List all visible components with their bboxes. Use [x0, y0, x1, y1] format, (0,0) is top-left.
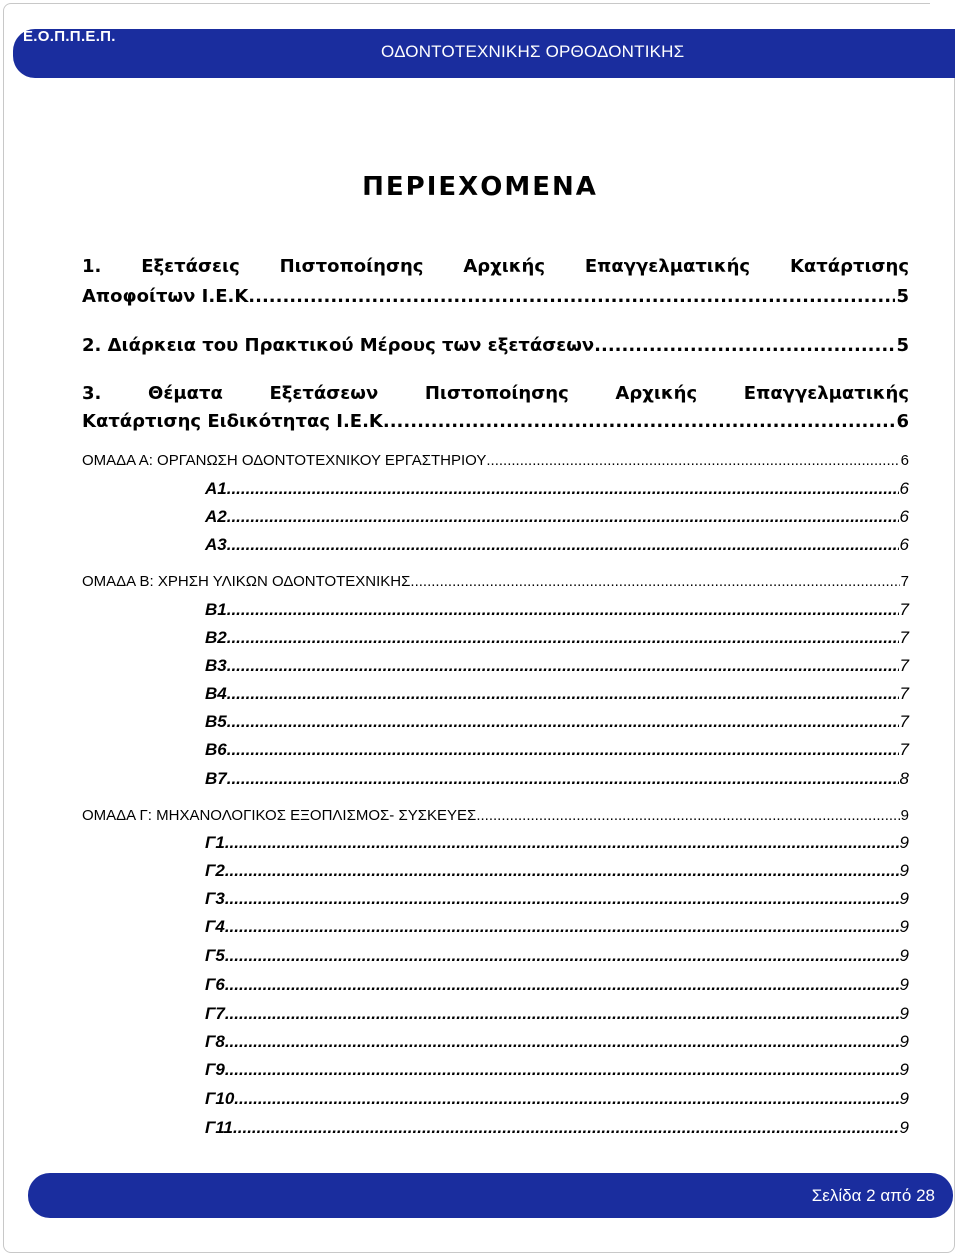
toc-item-a1[interactable] [205, 479, 909, 499]
leader-dots [227, 656, 899, 676]
page-number: 9 [899, 889, 909, 908]
toc-item-b5[interactable] [205, 712, 909, 732]
page-number: 7 [899, 712, 909, 731]
leader-dots [227, 479, 899, 499]
toc-item-c2[interactable] [205, 861, 909, 881]
toc-item-label: Α1 [205, 479, 227, 498]
page-number: 7 [900, 573, 909, 590]
toc-entry-label: ΟΜΑΔΑ Α: ΟΡΓΑΝΩΣΗ ΟΔΟΝΤΟΤΕΧΝΙΚΟΥ ΕΡΓΑΣΤΗΡΙΟΥ [82, 452, 487, 469]
toc-item-c4[interactable] [205, 917, 909, 937]
toc-item-label: Β2 [205, 628, 227, 647]
toc-group-b[interactable] [82, 573, 909, 590]
page-number: 5 [896, 286, 909, 307]
leader-dots [594, 335, 895, 356]
toc-item-label: Γ8 [205, 1032, 225, 1051]
toc-item-c3[interactable] [205, 889, 909, 909]
leader-dots [225, 917, 899, 937]
header-left-label: Ε.Ο.Π.Π.Ε.Π. [23, 28, 116, 45]
page-number: 9 [899, 1060, 909, 1079]
toc-item-b7[interactable] [205, 769, 909, 789]
leader-dots [225, 861, 899, 881]
toc-group-c[interactable] [82, 807, 909, 824]
page-number: 7 [899, 740, 909, 759]
toc-item-c8[interactable] [205, 1032, 909, 1052]
toc-item-label: Γ11. [205, 1118, 238, 1137]
page-number: 9 [899, 1118, 909, 1137]
page-number: 9 [899, 946, 909, 965]
leader-dots [225, 946, 899, 966]
toc-item-a3[interactable] [205, 535, 909, 555]
toc-item-c7[interactable] [205, 1004, 909, 1024]
page-number: 9 [900, 807, 909, 824]
toc-item-label: Α2 [205, 507, 227, 526]
page-number: 9 [899, 833, 909, 852]
leader-dots [238, 1118, 899, 1138]
page-number: 6 [899, 479, 909, 498]
page-number: 7 [899, 656, 909, 675]
toc-item-c6[interactable] [205, 975, 909, 995]
toc-entry-1-line1[interactable]: 1. Εξετάσεις Πιστοποίησης Αρχικής Επαγγελματικής Κατάρτισης [82, 256, 909, 277]
page-number: 7 [899, 628, 909, 647]
toc-entry-3[interactable] [82, 411, 909, 432]
toc-item-label: Β7 [205, 769, 227, 788]
header-right-label: ΟΔΟΝΤΟΤΕΧΝΙΚΗΣ ΟΡΘΟΔΟΝΤΙΚΗΣ [381, 42, 685, 61]
toc-item-label: Γ4 [205, 917, 225, 936]
toc-entry-label: Κατάρτισης Ειδικότητας Ι.Ε.Κ. [82, 411, 390, 432]
leader-dots [227, 535, 899, 555]
page-counter: Σελίδα 2 από 28 [811, 1186, 935, 1205]
toc-item-b3[interactable] [205, 656, 909, 676]
toc-entry-1[interactable] [82, 286, 909, 307]
toc-item-label: Γ9 [205, 1060, 225, 1079]
leader-dots [486, 452, 899, 469]
page-title: ΠΕΡΙΕΧΟΜΕΝΑ [362, 172, 598, 202]
toc-item-c10[interactable] [205, 1089, 909, 1109]
toc-item-c11[interactable] [205, 1118, 909, 1138]
page-number: 9 [899, 917, 909, 936]
leader-dots [225, 1060, 899, 1080]
leader-dots [225, 975, 899, 995]
toc-item-a2[interactable] [205, 507, 909, 527]
toc-entry-label: 2. Διάρκεια του Πρακτικού Μέρους των εξετάσεων [82, 335, 595, 356]
toc-item-label: Β3 [205, 656, 227, 675]
leader-dots [227, 769, 899, 789]
toc-entry-2[interactable] [82, 335, 909, 356]
header-corner [930, 3, 956, 29]
toc-entry-3-line1[interactable]: 3. Θέματα Εξετάσεων Πιστοποίησης Αρχικής Επαγγελματικής [82, 383, 909, 404]
toc-item-label: Γ6 [205, 975, 225, 994]
leader-dots [476, 807, 899, 824]
leader-dots [225, 1032, 899, 1052]
toc-item-b2[interactable] [205, 628, 909, 648]
page-number: 9 [899, 975, 909, 994]
toc-item-c5[interactable] [205, 946, 909, 966]
page-number: 9 [899, 1032, 909, 1051]
leader-dots [227, 628, 899, 648]
toc-item-b4[interactable] [205, 684, 909, 704]
leader-dots [227, 712, 899, 732]
toc-entry-label: Αποφοίτων Ι.Ε.Κ. [82, 286, 256, 307]
leader-dots [227, 600, 899, 620]
toc-entry-label: ΟΜΑΔΑ Γ: ΜΗΧΑΝΟΛΟΓΙΚΟΣ ΕΞΟΠΛΙΣΜΟΣ- ΣΥΣΚΕΥΕΣ [82, 807, 477, 824]
page-number: 9 [899, 1089, 909, 1108]
toc-item-label: Γ10. [205, 1089, 239, 1108]
toc-item-label: Β6 [205, 740, 227, 759]
leader-dots [225, 1004, 899, 1024]
toc-item-label: Β5 [205, 712, 227, 731]
toc-item-label: Γ2 [205, 861, 225, 880]
page-number: 6 [896, 411, 909, 432]
page-number: 6 [899, 535, 909, 554]
page-number: 5 [896, 335, 909, 356]
page-number: 8 [899, 769, 909, 788]
page-number: 7 [899, 600, 909, 619]
toc-item-label: Β1 [205, 600, 227, 619]
toc-group-a[interactable] [82, 452, 909, 469]
toc-item-label: Γ3 [205, 889, 225, 908]
toc-item-b6[interactable] [205, 740, 909, 760]
page-number: 6 [900, 452, 909, 469]
page-number: 7 [899, 684, 909, 703]
toc-item-label: Γ1 [205, 833, 225, 852]
toc-item-label: Γ5 [205, 946, 225, 965]
leader-dots [227, 684, 899, 704]
toc-item-label: Β4 [205, 684, 227, 703]
toc-item-c1[interactable] [205, 833, 909, 853]
toc-item-label: Α3 [205, 535, 227, 554]
leader-dots [225, 889, 899, 909]
toc-item-c9[interactable] [205, 1060, 909, 1080]
toc-entry-label: ΟΜΑΔΑ Β: ΧΡΗΣΗ ΥΛΙΚΩΝ ΟΔΟΝΤΟΤΕΧΝΙΚΗΣ [82, 573, 411, 590]
leader-dots [225, 833, 899, 853]
toc-item-label: Γ7 [205, 1004, 225, 1023]
leader-dots [255, 286, 895, 307]
leader-dots [227, 507, 899, 527]
page-number: 6 [899, 507, 909, 526]
page-number: 9 [899, 861, 909, 880]
page-number: 9 [899, 1004, 909, 1023]
leader-dots [390, 411, 896, 432]
leader-dots [410, 573, 899, 590]
leader-dots [239, 1089, 899, 1109]
toc-item-b1[interactable] [205, 600, 909, 620]
leader-dots [227, 740, 899, 760]
